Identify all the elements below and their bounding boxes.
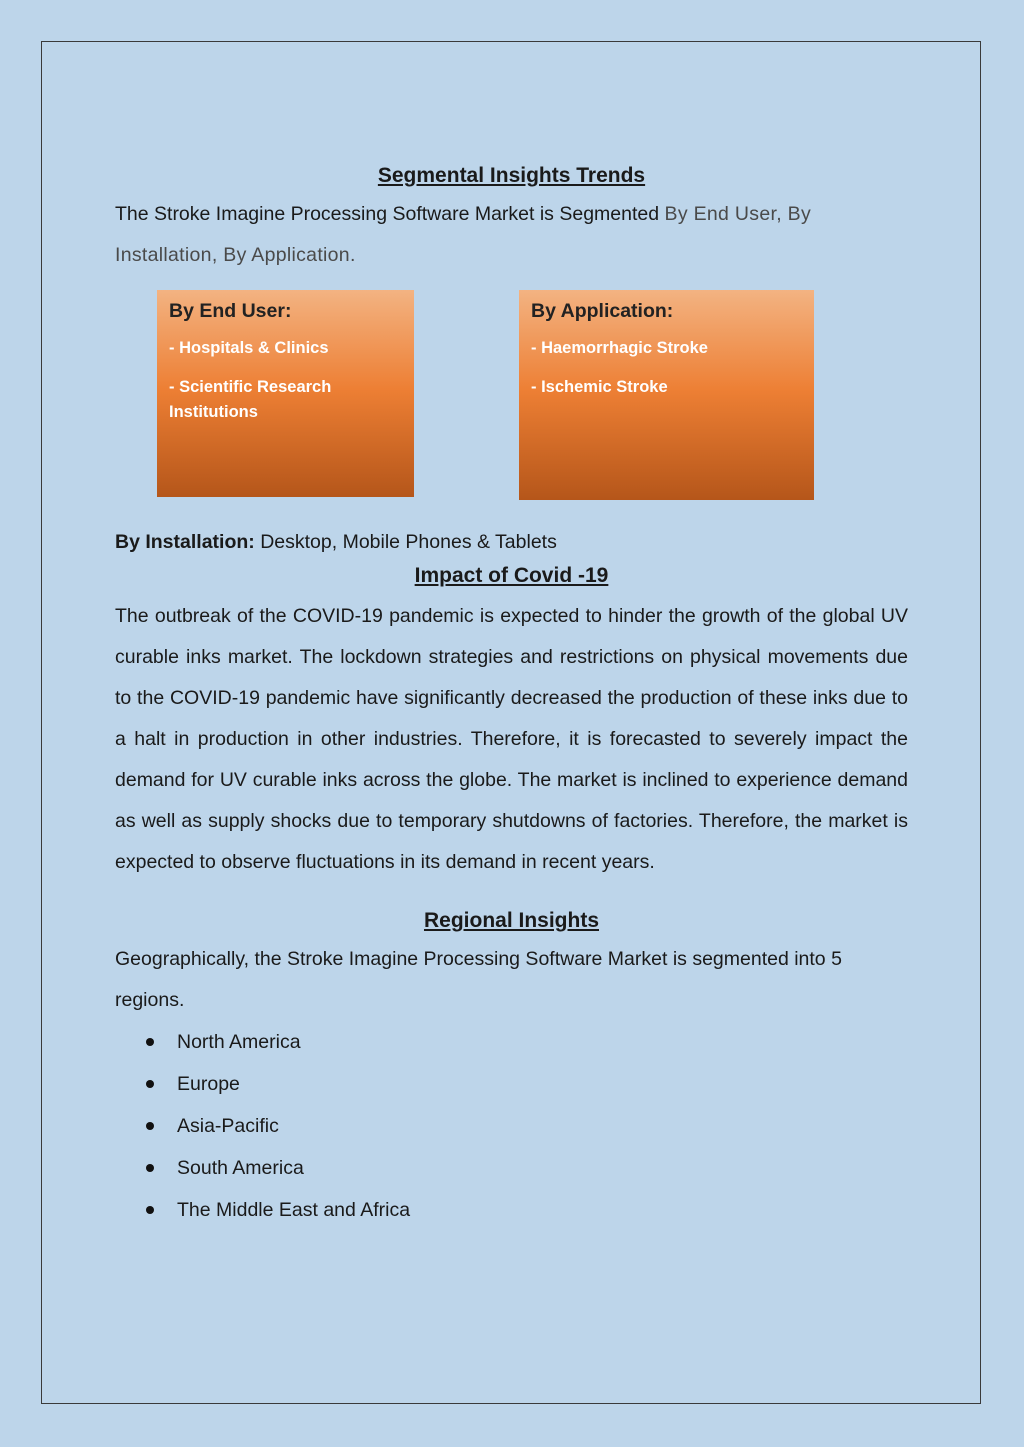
installation-line: [115, 528, 908, 556]
list-item: [115, 1147, 908, 1189]
regional-intro-paragraph: Geographically, the Stroke Imagine Processing Software Market is segmented into 5 regions.: [115, 948, 842, 1011]
region-name: The Middle East and Africa: [177, 1199, 411, 1221]
bullet-icon: [146, 1122, 154, 1130]
segmental-intro-segments-2: Installation, By Application.: [115, 244, 356, 266]
installation-label: By Installation:: [115, 531, 255, 553]
list-item: [115, 1105, 908, 1147]
segmental-insights-heading: Segmental Insights Trends: [377, 164, 646, 187]
end-user-title: By End User:: [169, 300, 292, 322]
document-content: [115, 160, 908, 1231]
bullet-icon: [146, 1038, 154, 1046]
end-user-item: - Scientific Research Institutions: [169, 378, 332, 421]
segmental-intro: [115, 194, 908, 276]
segmental-intro-text: The Stroke Imagine Processing Software Market is Segmented: [115, 203, 665, 225]
covid-impact-paragraph: The outbreak of the COVID-19 pandemic is expected to hinder the growth of the global UV curable inks market. The lockdown strategies and restrictions on physical movements due to the COVID-19 pandemic have significantly decreased the production of these inks due to a halt in production in other industries. Therefore, it is forecasted to severely impact the demand for UV curable inks across the globe. The market is inclined to experience demand as well as supply shocks due to temporary shutdowns of factories. Therefore, the market is expected to observe fluctuations in its demand in recent years.: [115, 605, 908, 873]
application-item: - Ischemic Stroke: [531, 378, 668, 396]
regions-list: [115, 1021, 908, 1231]
region-name: North America: [177, 1031, 301, 1053]
installation-value: Desktop, Mobile Phones & Tablets: [254, 531, 557, 553]
application-box: [519, 290, 814, 500]
end-user-box: [157, 290, 414, 497]
segment-boxes: [115, 290, 908, 528]
list-item: [115, 1021, 908, 1063]
list-item: [115, 1063, 908, 1105]
region-name: Europe: [177, 1073, 240, 1095]
segmental-intro-segments-1: By End User, By: [664, 203, 811, 225]
bullet-icon: [146, 1206, 154, 1214]
application-title: By Application:: [531, 300, 674, 322]
application-item: - Haemorrhagic Stroke: [531, 339, 708, 357]
region-name: Asia-Pacific: [177, 1115, 279, 1137]
bullet-icon: [146, 1080, 154, 1088]
bullet-icon: [146, 1164, 154, 1172]
regional-insights-heading: Regional Insights: [423, 909, 599, 932]
list-item: [115, 1189, 908, 1231]
covid-impact-heading: Impact of Covid -19: [414, 564, 609, 587]
region-name: South America: [177, 1157, 304, 1179]
end-user-item: - Hospitals & Clinics: [169, 339, 329, 357]
